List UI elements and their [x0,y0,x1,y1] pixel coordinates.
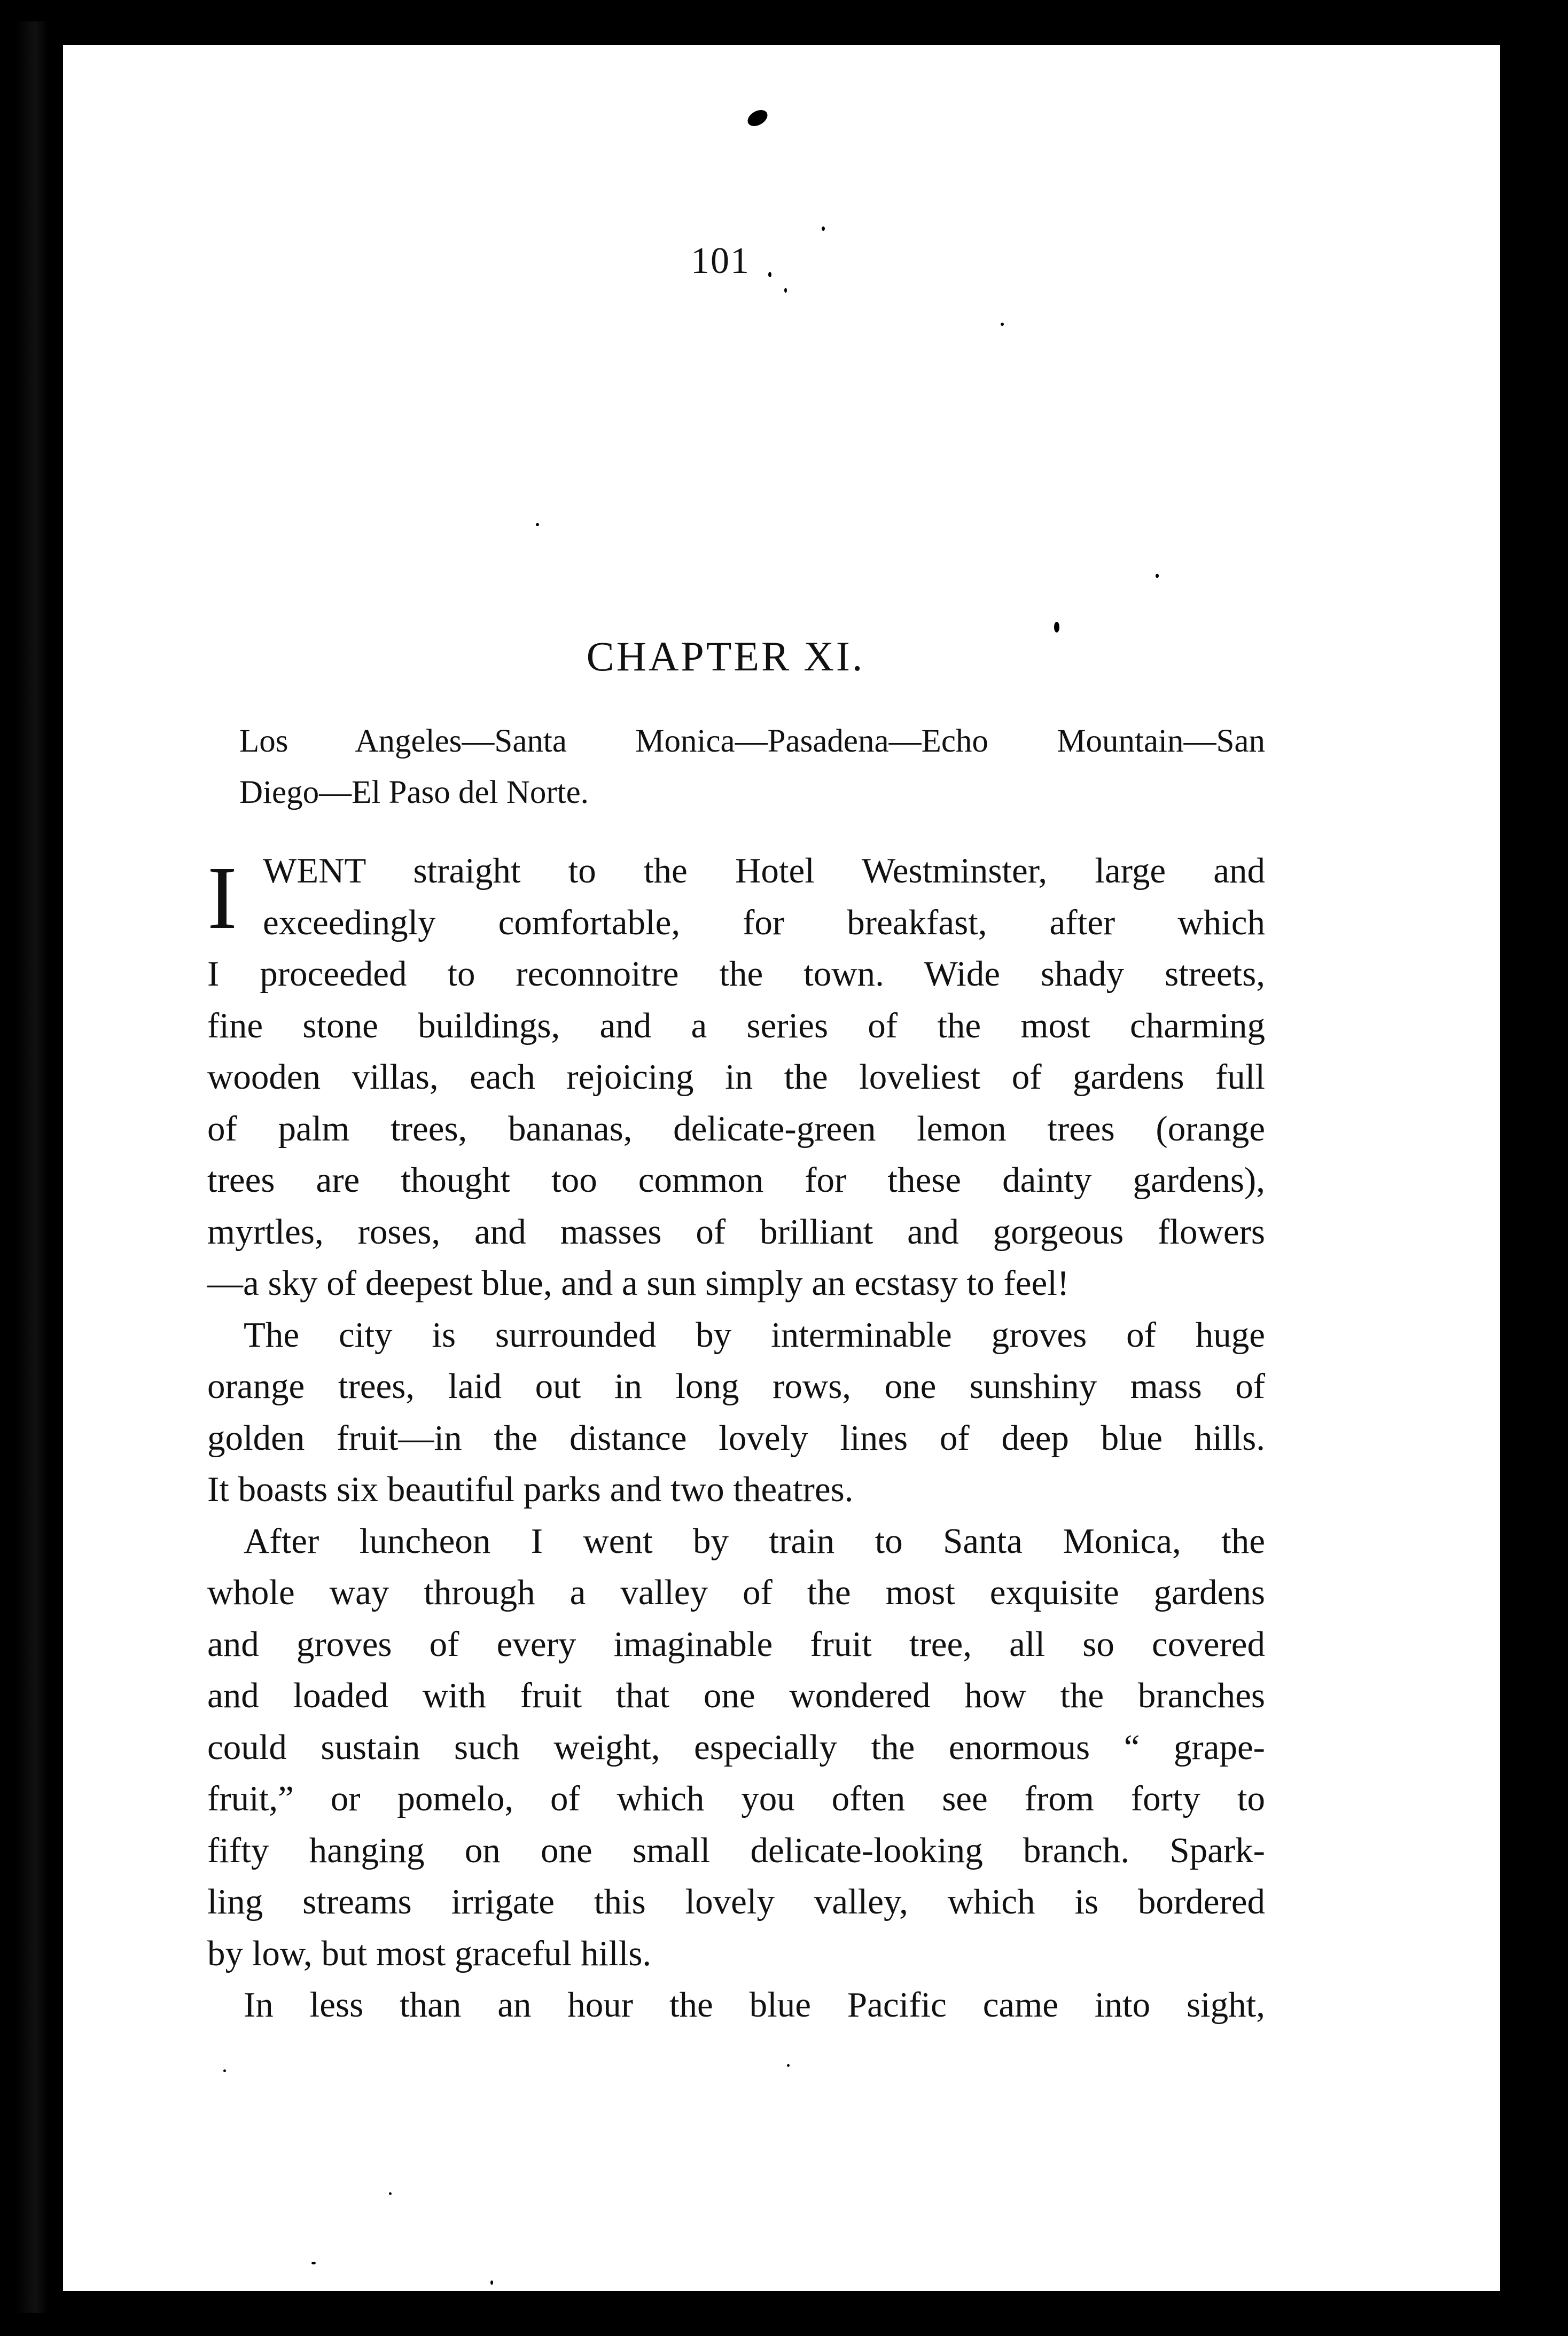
text-line: by low, but most graceful hills. [207,1933,652,1973]
text-line: myrtles, roses, and masses of brilliant and gorgeous flowers [207,1212,1265,1252]
speck [536,523,539,526]
speck [787,2064,790,2067]
ink-blot [745,107,770,130]
speck [768,272,771,277]
text-line: whole way through a valley of the most exquisite gardens [207,1573,1265,1612]
text-line: The city is surrounded by interminable groves of huge [244,1315,1265,1355]
chapter-body [207,845,1265,2031]
summary-line: Diego—El Paso del Norte. [239,775,589,810]
text-line: could sustain such weight, especially the enormous “ grape- [207,1727,1265,1767]
text-line: WENT straight to the Hotel Westminster, large and [263,851,1265,890]
text-line: After luncheon I went by train to Santa Monica, the [244,1521,1265,1561]
speck [490,2280,493,2285]
speck [822,226,825,231]
speck [389,2192,392,2195]
text-line: and loaded with fruit that one wondered how the branches [207,1676,1265,1715]
text-line: fine stone buildings, and a series of the most charming [207,1005,1265,1045]
page-edge-shadow [16,21,48,2313]
text-line: —a sky of deepest blue, and a sun simply an ecstasy to feel! [207,1263,1070,1303]
summary-line: Los Angeles—Santa Monica—Pasadena—Echo Mountain—San [239,723,1265,759]
speck [784,288,787,293]
speck [223,2069,226,2072]
speck [1001,323,1004,326]
text-line: ling streams irrigate this lovely valley, which is bordered [207,1882,1265,1921]
text-line: golden fruit—in the distance lovely lines of deep blue hills. [207,1418,1265,1458]
text-line: and groves of every imaginable fruit tree, all so covered [207,1624,1265,1664]
text-line: trees are thought too common for these dainty gardens), [207,1160,1265,1200]
text-line: exceedingly comfortable, for breakfast, after which [263,902,1265,942]
speck [1054,622,1059,632]
text-line: fruit,” or pomelo, of which you often see from forty to [207,1779,1265,1818]
text-line: fifty hanging on one small delicate-looking branch. Spark- [207,1830,1265,1870]
text-line: orange trees, laid out in long rows, one sunshiny mass of [207,1366,1265,1406]
page-number: 101 [691,240,750,282]
chapter-summary [239,716,1265,818]
speck [1156,574,1159,578]
text-line: It boasts six beautiful parks and two theatres. [207,1470,854,1509]
drop-cap: I [207,848,237,948]
book-page [63,45,1500,2291]
text-line: In less than an hour the blue Pacific came into sight, [244,1985,1265,2025]
text-line: I proceeded to reconnoitre the town. Wide shady streets, [207,954,1265,994]
text-line: of palm trees, bananas, delicate-green lemon trees (orange [207,1108,1265,1149]
chapter-title: CHAPTER XI. [586,633,865,679]
speck [311,2262,316,2264]
text-line: wooden villas, each rejoicing in the loveliest of gardens full [207,1057,1265,1097]
